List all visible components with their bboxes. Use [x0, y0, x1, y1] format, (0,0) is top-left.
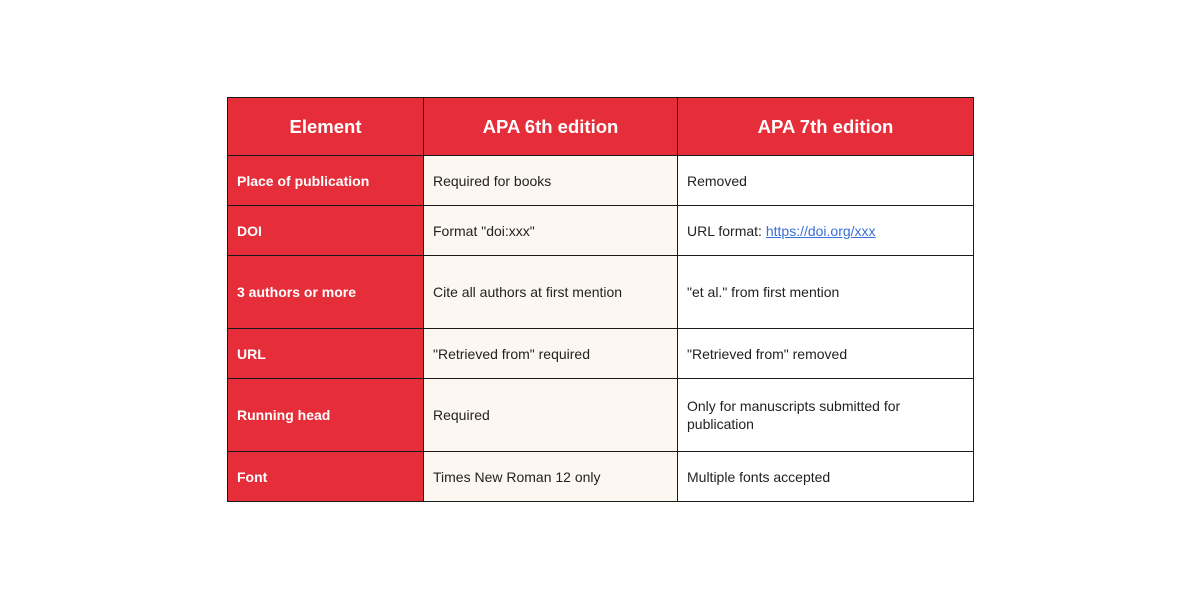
header-element: Element — [228, 98, 424, 156]
apa6-cell: Format "doi:xxx" — [424, 206, 678, 256]
table-row — [228, 256, 974, 329]
apa7-cell: Multiple fonts accepted — [678, 452, 974, 502]
apa6-cell: Required — [424, 379, 678, 452]
row-label: Running head — [228, 379, 424, 452]
table-row — [228, 379, 974, 452]
table-row — [228, 329, 974, 379]
apa-comparison-table — [227, 97, 974, 502]
apa7-cell-prefix: URL format: — [687, 222, 766, 239]
apa7-cell: Only for manuscripts submitted for publication — [678, 379, 974, 452]
apa7-cell: "et al." from first mention — [678, 256, 974, 329]
row-label: URL — [228, 329, 424, 379]
row-label: Font — [228, 452, 424, 502]
row-label: Place of publication — [228, 156, 424, 206]
row-label: DOI — [228, 206, 424, 256]
header-apa6: APA 6th edition — [424, 98, 678, 156]
row-label: 3 authors or more — [228, 256, 424, 329]
comparison-table-container — [227, 97, 973, 502]
apa7-cell: "Retrieved from" removed — [678, 329, 974, 379]
doi-link[interactable]: https://doi.org/xxx — [765, 222, 876, 239]
table-header-row — [228, 98, 974, 156]
apa6-cell: Required for books — [424, 156, 678, 206]
header-apa7: APA 7th edition — [678, 98, 974, 156]
table-row — [228, 206, 974, 256]
table-row — [228, 452, 974, 502]
table-row — [228, 156, 974, 206]
apa7-cell: Removed — [678, 156, 974, 206]
apa7-cell — [678, 206, 974, 256]
apa6-cell: "Retrieved from" required — [424, 329, 678, 379]
apa6-cell: Cite all authors at first mention — [424, 256, 678, 329]
apa6-cell: Times New Roman 12 only — [424, 452, 678, 502]
